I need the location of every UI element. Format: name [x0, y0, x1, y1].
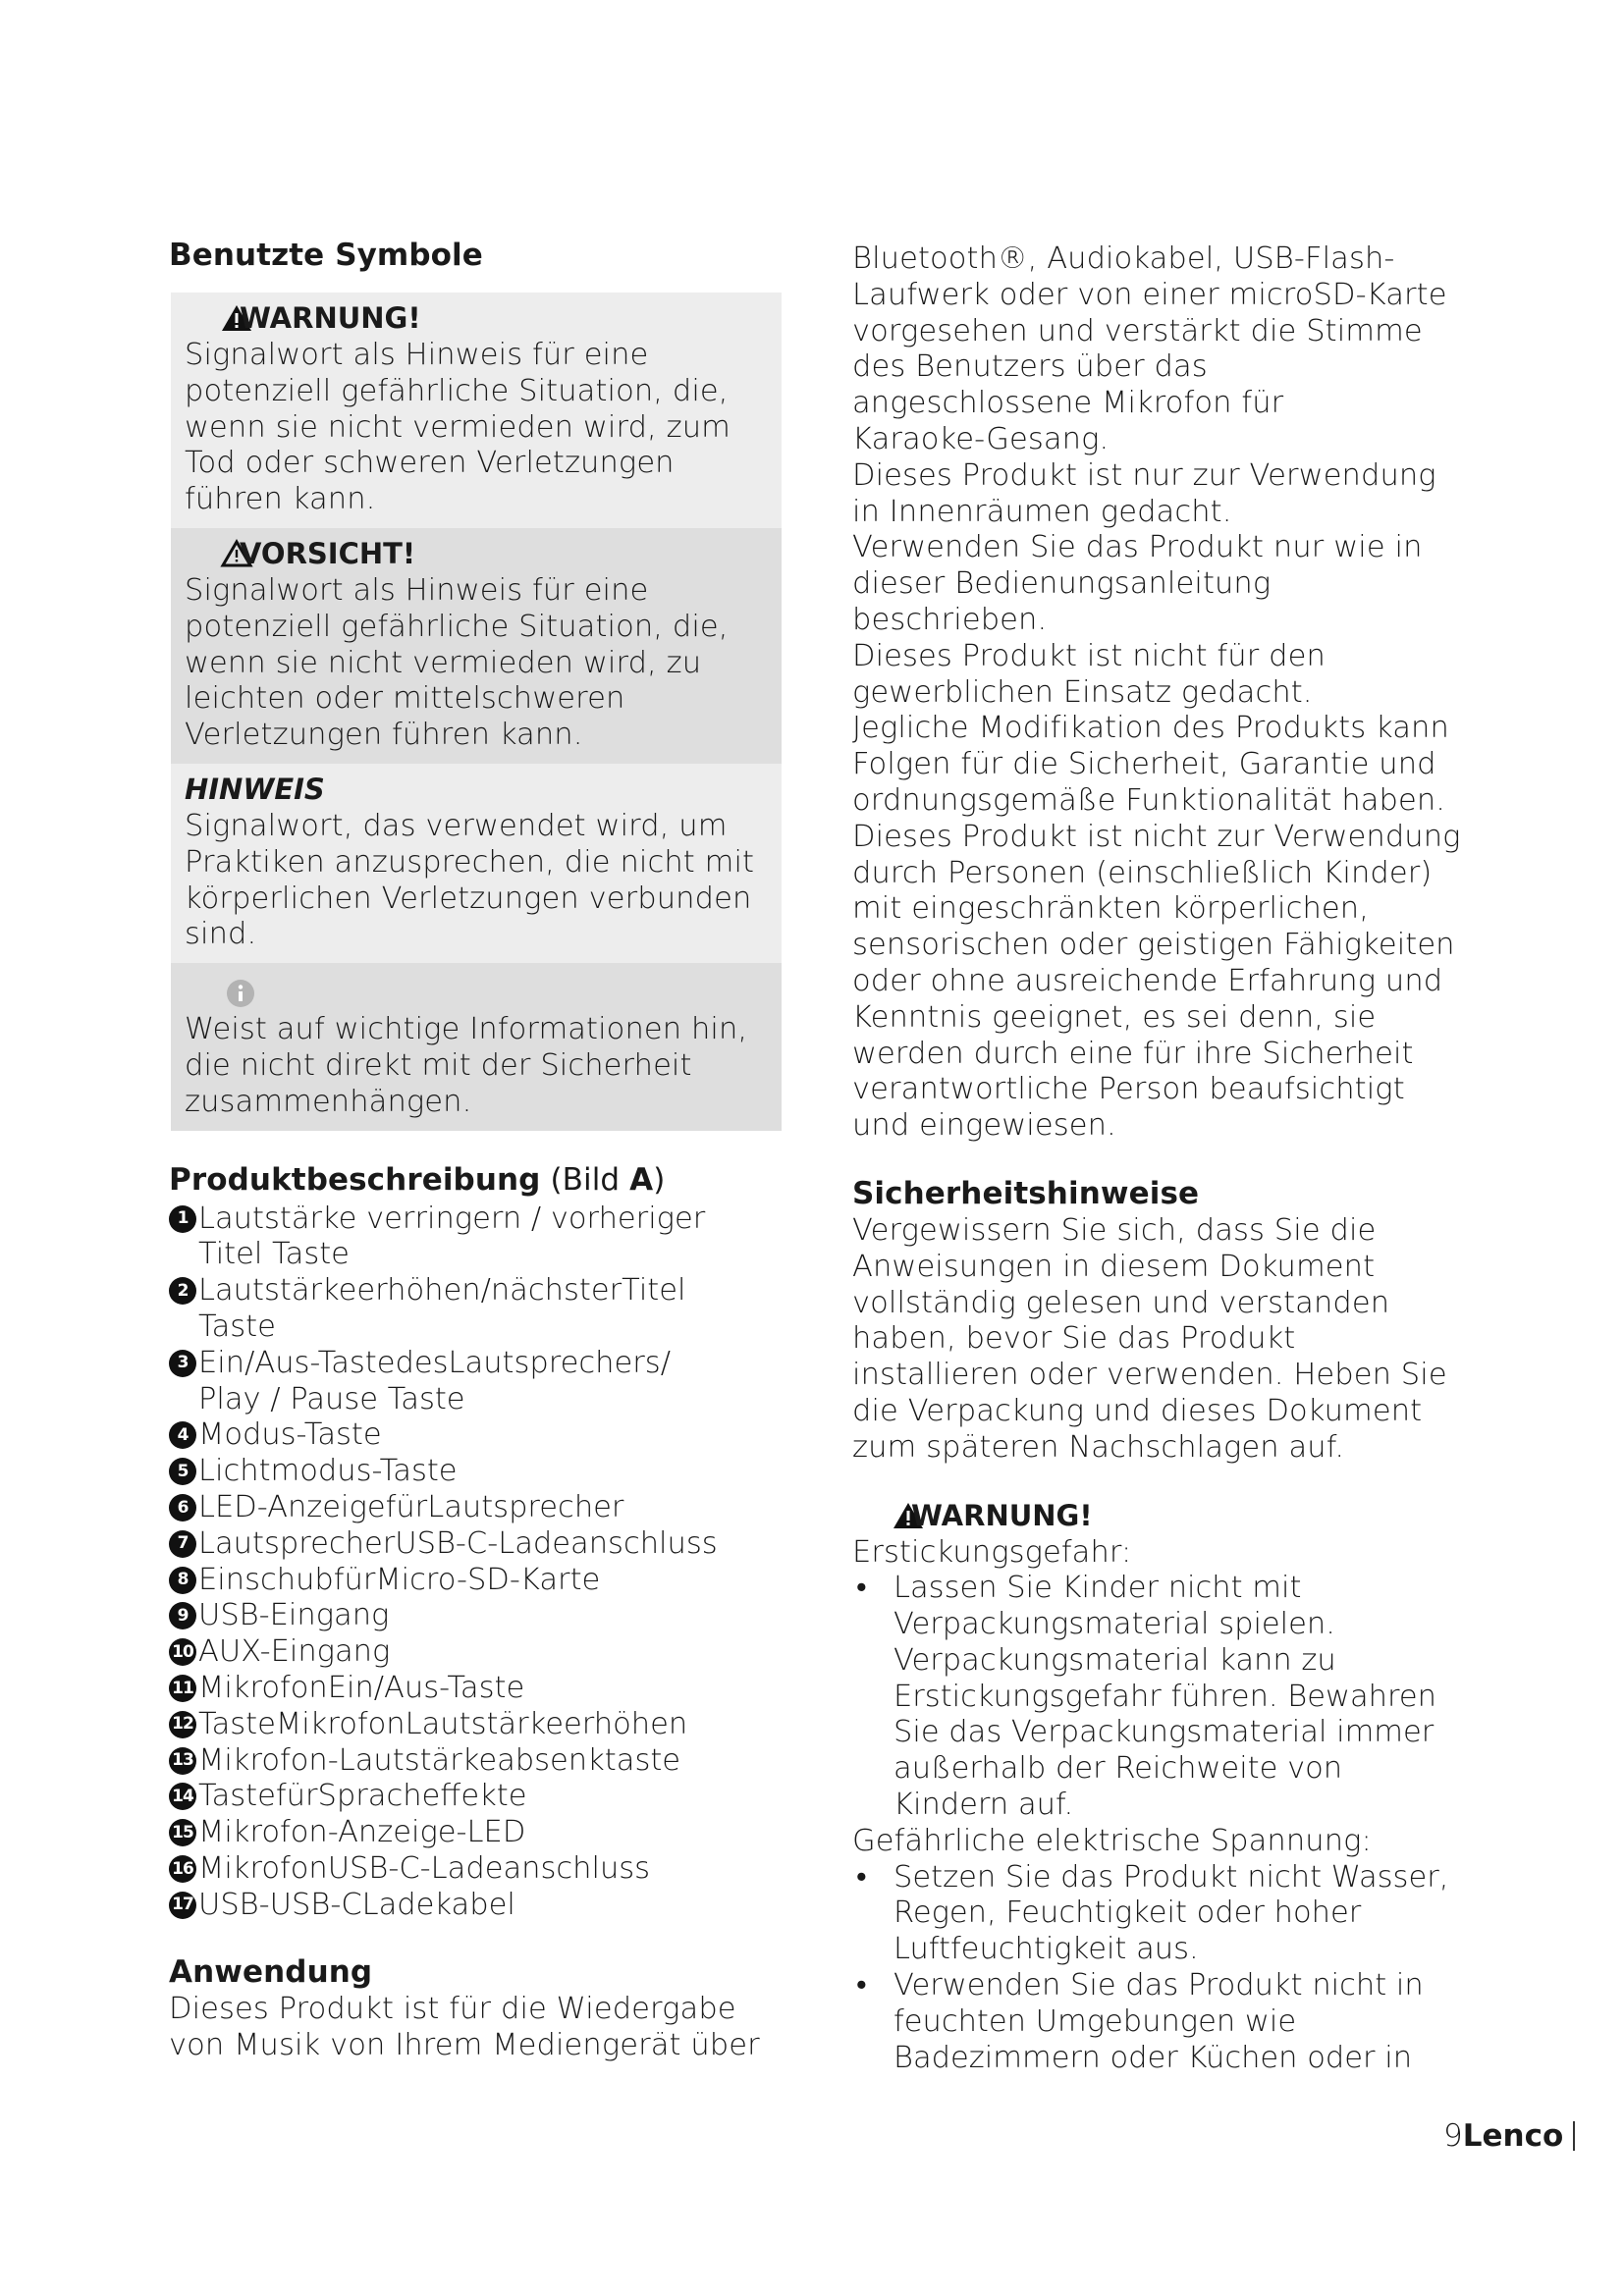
bullet-marker: • — [856, 1859, 867, 1895]
part-label: USB-USB-CLadekabel — [198, 1887, 515, 1922]
safety-warning-title: WARNUNG! — [852, 1496, 1481, 1535]
part-number-badge: 1 — [169, 1205, 196, 1233]
safety-heading: Sicherheitshinweise — [852, 1175, 1200, 1211]
product-part-item — [169, 1490, 782, 1526]
product-part-item — [169, 1671, 782, 1707]
product-part-item — [169, 1563, 782, 1599]
part-number-badge: 8 — [169, 1567, 196, 1594]
warning-text: Signalwort als Hinweis für eine potenziell gefährliche Situation, die, wenn sie nicht vermieden wird, zum Tod oder schweren Verletzungen führen kann. — [185, 338, 731, 517]
bullet-text: Setzen Sie das Produkt nicht Wasser, Regen, Feuchtigkeit oder hoher Luftfeuchtigkeit aus. — [893, 1859, 1449, 1967]
part-label: Lautstärkeerhöhen/nächsterTitel Taste — [198, 1273, 686, 1344]
part-number-badge: 17 — [169, 1892, 196, 1919]
footer-divider — [1573, 2121, 1575, 2151]
product-part-item — [169, 1707, 782, 1743]
part-number-badge: 4 — [169, 1421, 196, 1449]
voltage-bullets — [852, 1860, 1481, 2077]
part-number-badge: 9 — [169, 1602, 196, 1629]
product-part-item — [169, 1815, 782, 1851]
part-label: TastefürSpracheffekte — [198, 1779, 527, 1814]
brand-name: Lenco — [1462, 2118, 1564, 2154]
bullet-text: Lassen Sie Kinder nicht mit Verpackungsmaterial spielen. Verpackungsmaterial kann zu Erstickungsgefahr führen. Bewahren Sie das Verpackungsmaterial immer außerhalb der Reichweite von Kindern auf. — [893, 1571, 1436, 1823]
part-number-badge: 6 — [169, 1494, 196, 1522]
part-label: Mikrofon-Lautstärkeabsenktaste — [198, 1742, 681, 1778]
part-label: Lautstärke verringern / vorheriger Titel Taste — [198, 1201, 706, 1272]
part-label: EinschubfürMicro-SD-Karte — [198, 1562, 601, 1597]
product-part-item — [169, 1454, 782, 1490]
notice-text: Signalwort, das verwendet wird, um Praktiken anzusprechen, die nicht mit körperlichen Verletzungen verbunden sind. — [185, 808, 755, 952]
bullet-item — [852, 1860, 1481, 1968]
warning-box — [171, 293, 782, 528]
part-label: Mikrofon-Anzeige-LED — [198, 1815, 526, 1850]
part-number-badge: 16 — [169, 1855, 196, 1883]
product-description-heading: Produktbeschreibung (Bild A) — [169, 1161, 666, 1198]
product-part-item — [169, 1598, 782, 1634]
notice-title: HINWEIS — [185, 772, 325, 806]
suffocation-label: Erstickungsgefahr: — [852, 1534, 1132, 1570]
info-icon — [226, 979, 255, 1008]
product-part-item — [169, 1779, 782, 1815]
suffocation-bullets — [852, 1571, 1481, 1824]
product-part-item — [169, 1273, 782, 1346]
caution-title: VORSICHT! — [185, 534, 768, 573]
part-label: Ein/Aus-TastedesLautsprechers/ Play / Pause Taste — [198, 1345, 671, 1416]
part-label: USB-Eingang — [198, 1598, 390, 1633]
part-number-badge: 11 — [169, 1675, 196, 1702]
page-number: 9 — [1443, 2118, 1463, 2154]
part-number-badge: 2 — [169, 1277, 196, 1305]
product-part-item — [169, 1417, 782, 1454]
product-parts-list — [169, 1201, 782, 1924]
usage-heading: Anwendung — [169, 1954, 373, 1991]
part-number-badge: 12 — [169, 1711, 196, 1738]
bullet-marker: • — [856, 1571, 867, 1606]
part-label: Lichtmodus-Taste — [198, 1454, 458, 1489]
caution-box — [171, 528, 782, 764]
part-number-badge: 15 — [169, 1819, 196, 1846]
info-box — [171, 963, 782, 1130]
left-column — [169, 236, 782, 2064]
symbols-heading: Benutzte Symbole — [169, 238, 483, 273]
product-part-item — [169, 1888, 782, 1924]
part-number-badge: 7 — [169, 1530, 196, 1558]
part-number-badge: 3 — [169, 1350, 196, 1377]
part-number-badge: 5 — [169, 1458, 196, 1485]
safety-text: Vergewissern Sie sich, dass Sie die Anweisungen in diesem Dokument vollständig gelesen und verstanden haben, bevor Sie das Produkt installieren oder verwenden. Heben Sie die Verpackung und dieses Dokument zum späteren Nachschlagen auf. — [852, 1212, 1447, 1465]
usage-continued-text: Bluetooth®, Audiokabel, USB-Flash- Laufwerk oder von einer microSD-Karte vorgesehen und verstärkt die Stimme des Benutzers über das angeschlossene Mikrofon für Karaoke-Gesang. Dieses Produkt ist nur zur Verwendung in Innenräumen gedacht. Verwenden Sie das Produkt nur wie in dieser Bedienungsanleitung beschrieben. Dieses Produkt ist nicht für den gewerblichen Einsatz gedacht. Jegliche Modifikation des Produkts kann Folgen für die Sicherheit, Garantie und ordnungsgemäße Funktionalität haben. Dieses Produkt ist nicht zur Verwendung durch Personen (einschließlich Kinder) mit eingeschränkten körperlichen, sensorischen oder geistigen Fähigkeiten oder ohne ausreichende Erfahrung und Kenntnis geeignet, es sei denn, sie werden durch eine für ihre Sicherheit verantwortliche Person beaufsichtigt und eingewiesen. — [852, 241, 1461, 1144]
part-number-badge: 14 — [169, 1783, 196, 1810]
info-text: Weist auf wichtige Informationen hin, die nicht direkt mit der Sicherheit zusammenhängen. — [185, 1012, 748, 1119]
part-label: MikrofonEin/Aus-Taste — [198, 1670, 525, 1705]
product-part-item — [169, 1743, 782, 1780]
product-part-item — [169, 1851, 782, 1888]
part-label: LED-AnzeigefürLautsprecher — [198, 1489, 624, 1524]
part-number-badge: 13 — [169, 1747, 196, 1775]
part-label: LautsprecherUSB-C-Ladeanschluss — [198, 1525, 718, 1561]
product-part-item — [169, 1526, 782, 1563]
warning-title: WARNUNG! — [185, 298, 768, 338]
bullet-text: Verwenden Sie das Produkt nicht in feuchten Umgebungen wie Badezimmern oder Küchen oder in — [893, 1968, 1424, 2075]
product-part-item — [169, 1346, 782, 1418]
bullet-marker: • — [856, 1968, 867, 2003]
part-label: TasteMikrofonLautstärkeerhöhen — [198, 1706, 688, 1741]
part-number-badge: 10 — [169, 1638, 196, 1666]
product-part-item — [169, 1634, 782, 1671]
page-footer — [1443, 2118, 1575, 2154]
part-label: AUX-Eingang — [198, 1634, 391, 1670]
bullet-item — [852, 1968, 1481, 2076]
bullet-item — [852, 1571, 1481, 1824]
notice-box — [171, 764, 782, 963]
caution-text: Signalwort als Hinweis für eine potenziell gefährliche Situation, die, wenn sie nicht vermieden wird, zu leichten oder mittelschweren Verletzungen führen kann. — [185, 572, 729, 753]
voltage-label: Gefährliche elektrische Spannung: — [852, 1823, 1372, 1858]
product-part-item — [169, 1201, 782, 1274]
part-label: MikrofonUSB-C-Ladeanschluss — [198, 1850, 651, 1886]
right-column — [852, 236, 1481, 2076]
usage-text: Dieses Produkt ist für die Wiedergabe von Musik von Ihrem Mediengerät über — [169, 1992, 760, 2063]
part-label: Modus-Taste — [198, 1417, 382, 1453]
